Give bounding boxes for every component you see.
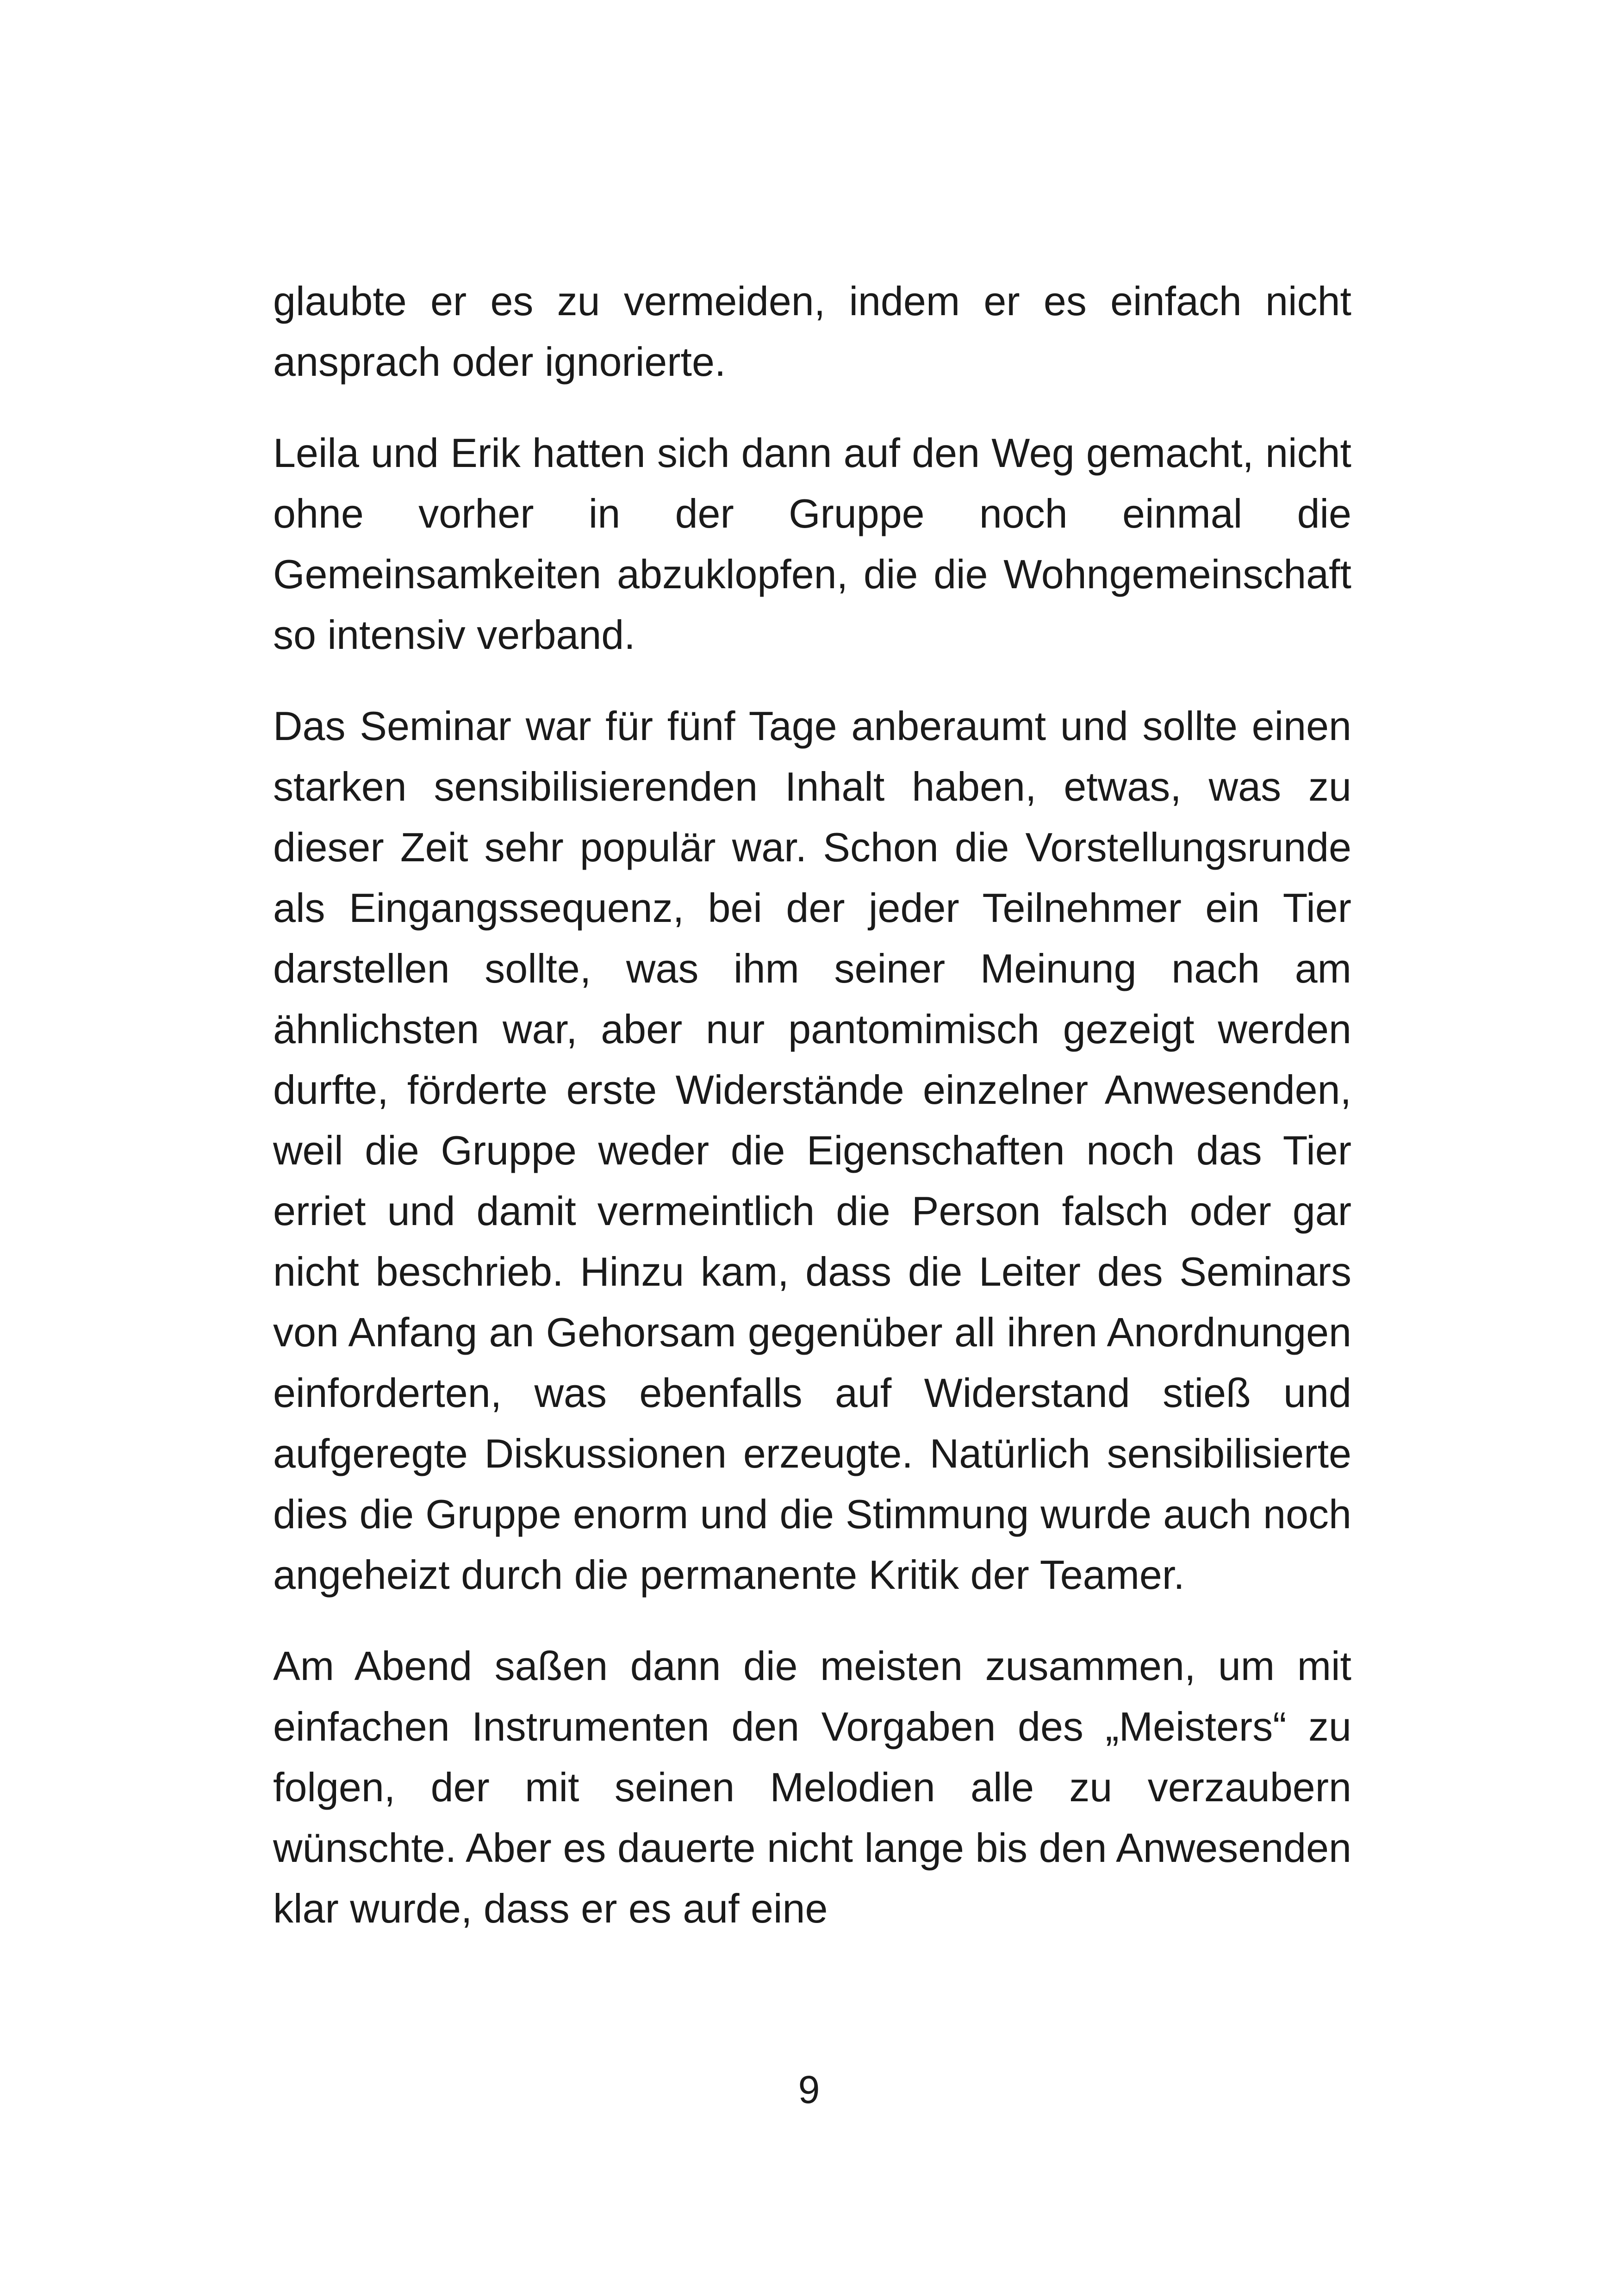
paragraph-1: glaubte er es zu vermeiden, indem er es einfach nicht ansprach oder ignorierte.	[273, 278, 1351, 385]
page-number: 9	[798, 2068, 820, 2111]
paragraph-3: Das Seminar war für fünf Tage anberaumt und sollte einen starken sensibilisierenden Inhalt haben, etwas, was zu dieser Zeit sehr populär war. Schon die Vorstellungsrunde als Eingangssequenz, bei der jeder Teilnehmer ein Tier darstellen sollte, was ihm seiner Meinung nach am ähnlichsten war, aber nur pantomimisch gezeigt werden durfte, förderte erste Widerstände einzelner Anwesenden, weil die Gruppe weder die Eigenschaften noch das Tier erriet und damit vermeintlich die Person falsch oder gar nicht beschrieb. Hinzu kam, dass die Leiter des Seminars von Anfang an Gehorsam gegenüber all ihren Anordnungen einforderten, was ebenfalls auf Widerstand stieß und aufgeregte Diskussionen erzeugte. Natürlich sensibilisierte dies die Gruppe enorm und die Stimmung wurde auch noch angeheizt durch die permanente Kritik der Teamer.	[273, 703, 1351, 1598]
body-text	[273, 271, 1351, 1939]
paragraph-2: Leila und Erik hatten sich dann auf den Weg gemacht, nicht ohne vorher in der Gruppe noch einmal die Gemeinsamkeiten abzuklopfen, die die Wohngemeinschaft so intensiv verband.	[273, 430, 1351, 658]
paragraph-4: Am Abend saßen dann die meisten zusammen, um mit einfachen Instrumenten den Vorgaben des „Meisters“ zu folgen, der mit seinen Melodien alle zu verzaubern wünschte. Aber es dauerte nicht lange bis den Anwesenden klar wurde, dass er es auf eine	[273, 1643, 1351, 1931]
